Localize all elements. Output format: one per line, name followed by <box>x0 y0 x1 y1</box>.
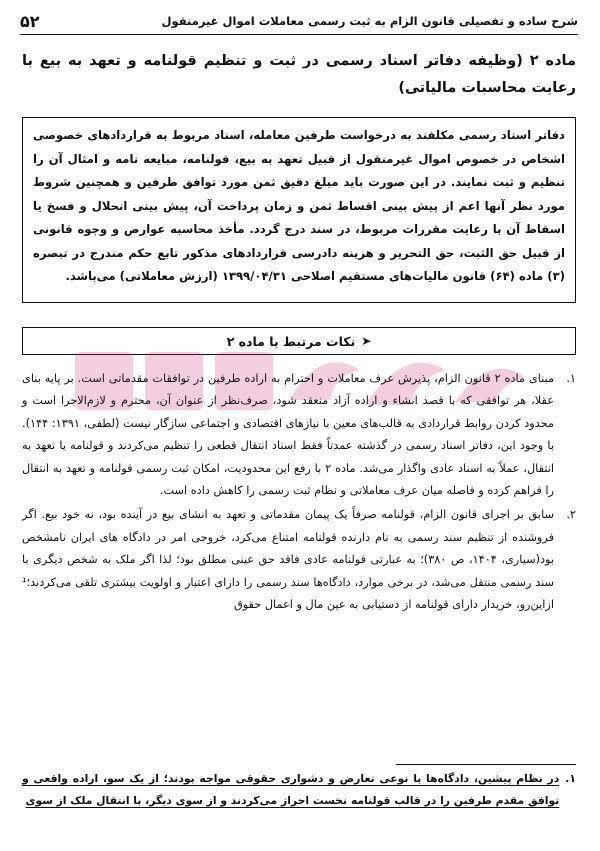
running-header <box>20 8 578 35</box>
article-heading: ماده ۲ (وظیفه دفاتر اسناد رسمی در ثبت و تنظیم قولنامه و تعهد به بیع با رعایت محاسبات مالیاتی) <box>22 53 576 96</box>
note-item <box>22 368 576 502</box>
note-text: سابق بر اجرای قانون الزام، قولنامه صرفاً یک پیمان مقدماتی و تعهد به انشای بیع در آینده بود، نه خود بیع. اگر فروشنده از تنظیم سند رسمی به نام دارنده قولنامه امتناع می‌کرد، خروجی امر در دادگاه های ایران نامشخص بود(سیاری، ۱۴۰۴، ص ۳۸۰)؛ به عبارتی قولنامه عادی فاقد حق عینی مطلق بود؛ لذا اگر ملک به شخص دیگری با سند رسمی منتقل می‌شد، در برخی موارد، دادگاه‌ها سند رسمی را دارای اعتبار و اولویت بیشتری تلقی می‌کردند؛¹ ازاین‌رو، خریدار دارای قولنامه از دستیابی به عین مال و اعمال حقوق <box>22 508 554 612</box>
notes-section-header <box>22 327 576 355</box>
footnote-text: در نظام پیشین، دادگاه‌ها با نوعی تعارض و دشواری حقوقی مواجه بودند؛ از یک سو، اراده واقعی و توافق مقدم طرفین را در قالب قولنامه نخست احراز می‌کردند و از سوی دیگر، با انتقال ملک از سوی <box>22 772 560 807</box>
article-text-box <box>22 117 576 303</box>
footnote-number: ۱. <box>565 772 576 785</box>
note-number: ۱. <box>566 372 576 385</box>
note-item <box>22 504 576 616</box>
article-body: دفاتر اسناد رسمی مکلفند به درخواست طرفین معامله، اسناد مربوط به قراردادهای خصوصی اشخاص در خصوص اموال غیرمنقول از قبیل تعهد به بیع، قولنامه، مبایعه نامه و امثال آن را تنظیم و ثبت نمایند. در این صورت باید مبلغ دقیق ثمن مورد توافق طرفین و همچنین شروط مورد نظر آنها اعم از پیش بینی اقساط ثمن و زمان پرداخت آن، پیش بینی انحلال و فسخ یا اسقاط آن با رعایت مقررات مربوط، در سند درج گردد. مأخذ محاسبه عوارض و وجوه قانونی از قبیل حق الثبت، حق التحریر و هزینه دادرسی قراردادهای مذکور تابع حکم مندرج در تبصره (۳) ماده (۶۴) قانون مالیات‌های مستقیم اصلاحی ۱۳۹۹/۰۴/۳۱ (ارزش معاملاتی) می‌باشد. <box>33 128 565 283</box>
pointer-icon: ➤ <box>361 334 372 348</box>
notes-list <box>22 368 576 618</box>
footnote-separator <box>396 764 576 765</box>
footnote <box>22 768 576 812</box>
running-title: شرح ساده و تفصیلی قانون الزام به ثبت رسمی معاملات اموال غیرمنقول <box>161 14 578 28</box>
note-number: ۲. <box>566 508 576 522</box>
note-text: مبنای ماده ۲ قانون الزام، پذیرش عرف معاملات و احترام به اراده طرفین در توافقات مقدماتی است. بر پایه بنای عقلا، هر توافقی که با قصد انشاء و اراده آزاد منعقد شود، صرف‌نظر از عنوان آن، محترم و لازم‌الاجرا است و محدود کردن روابط قراردادی به قالب‌های معین با نیازهای اقتصادی و اجتماعی سازگار نیست (لطفی، ۱۳۹۱: ۱۴۴). با وجود این، دفاتر اسناد رسمی در گذشته عمدتاً فقط اسناد انتقال قطعی را تنظیم می‌کردند و قولنامه یا تعهد به انتقال، عملاً به اسناد عادی واگذار می‌شد. ماده ۲ با رفع این محدودیت، امکان ثبت رسمی قولنامه و تعهد به انتقال را فراهم کرده و فاصله میان عرف معاملاتی و نظام ثبت رسمی را کاهش داده است. <box>22 372 554 498</box>
notes-section-title: نکات مرتبط با ماده ۲ <box>226 333 356 349</box>
page-number: ۵۲ <box>20 11 40 31</box>
